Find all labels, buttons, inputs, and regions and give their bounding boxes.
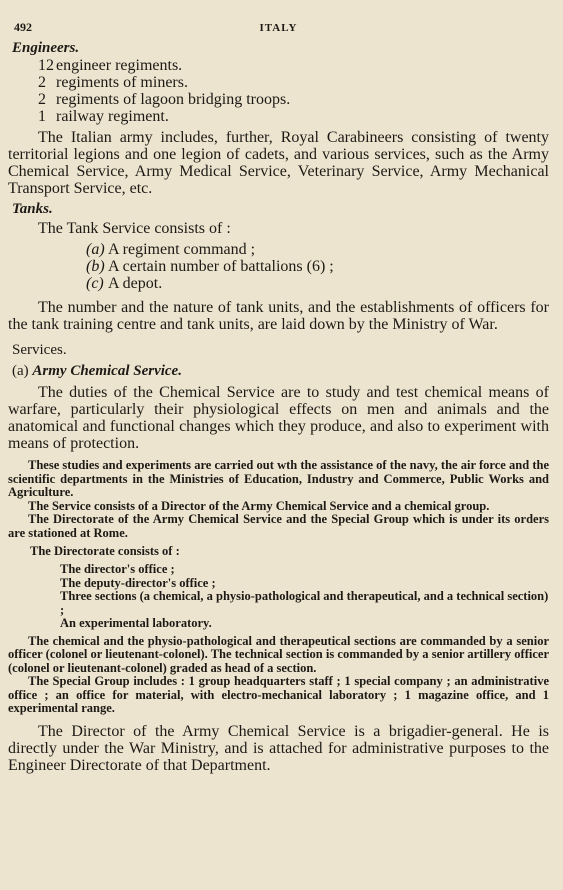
tanks-heading: Tanks. <box>12 201 53 217</box>
services-heading: Services. <box>12 342 67 358</box>
special-group-paragraph: The Special Group includes : 1 group headquarters staff ; 1 special company ; an administrative office ; an office for material, with electro-mechanical laboratory ; 1 magazine office, and 1 experimental range. <box>8 674 549 715</box>
director-paragraph: The Director of the Army Chemical Service is a brigadier-general. He is directly under the War Ministry, and is attached for administrative purposes to the Engineer Directorate of that Department. <box>8 722 549 774</box>
running-title: ITALY <box>259 22 298 34</box>
subsection-label: (a) <box>12 363 29 379</box>
directorate-location-paragraph: The Directorate of the Army Chemical Service and the Special Group which is under its orders are stationed at Rome. <box>8 512 549 540</box>
engineers-heading: Engineers. <box>12 40 80 56</box>
list-item: 2 regiments of miners. <box>38 74 188 91</box>
studies-paragraph: These studies and experiments are carried out wth the assistance of the navy, the air force and the scientific departments in the Ministries of Education, Industry and Commerce, Public Works and Agriculture. <box>8 458 549 499</box>
sections-command-paragraph: The chemical and the physio-pathological and therapeutical sections are commanded by a senior officer (colonel or lieutenant-colonel). The technical section is commanded by a senior artillery officer (colonel or lieutenant-colonel) graded as head of a section. <box>8 633 549 675</box>
army-includes-paragraph: The Italian army includes, further, Royal Carabineers consisting of twenty territorial legions and one legion of cadets, and various services, such as the Army Chemical Service, Army Medical Service, Veterinary Service, Army Mechanical Transport Service, etc. <box>8 129 549 197</box>
directorate-intro: The Directorate consists of : <box>30 544 180 558</box>
subsection-title: Army Chemical Service. <box>32 363 182 379</box>
engineers-list <box>8 57 549 125</box>
tank-service-list <box>8 241 549 292</box>
list-item: 12 engineer regiments. <box>38 57 183 74</box>
list-item: The director's office ; <box>60 562 175 576</box>
list-item: The deputy-director's office ; <box>60 575 216 590</box>
list-item: An experimental laboratory. <box>60 616 212 630</box>
directorate-list <box>8 563 549 631</box>
service-consists-paragraph: The Service consists of a Director of the Army Chemical Service and a chemical group. <box>28 498 490 513</box>
list-item: 1 railway regiment. <box>38 108 169 125</box>
list-item: (b) A certain number of battalions (6) ; <box>86 258 334 275</box>
tank-service-intro: The Tank Service consists of : <box>38 220 231 237</box>
page-number: 492 <box>14 20 32 34</box>
list-item: Three sections (a chemical, a physio-pathological and therapeutical, and a technical section) ; <box>60 589 549 617</box>
list-item: 2 regiments of lagoon bridging troops. <box>38 91 291 108</box>
list-item: (a) A regiment command ; <box>86 241 256 258</box>
list-item: (c) A depot. <box>86 275 163 292</box>
page-header <box>8 14 549 36</box>
chemical-service-heading <box>12 363 549 380</box>
tank-units-paragraph: The number and the nature of tank units, and the establishments of officers for the tank training centre and tank units, are laid down by the Ministry of War. <box>8 299 549 333</box>
chemical-duties-paragraph: The duties of the Chemical Service are to study and test chemical means of warfare, particularly their physiological effects on men and animals and the anatomical and functional changes which they produce, and also to experiment with means of protection. <box>8 384 549 452</box>
